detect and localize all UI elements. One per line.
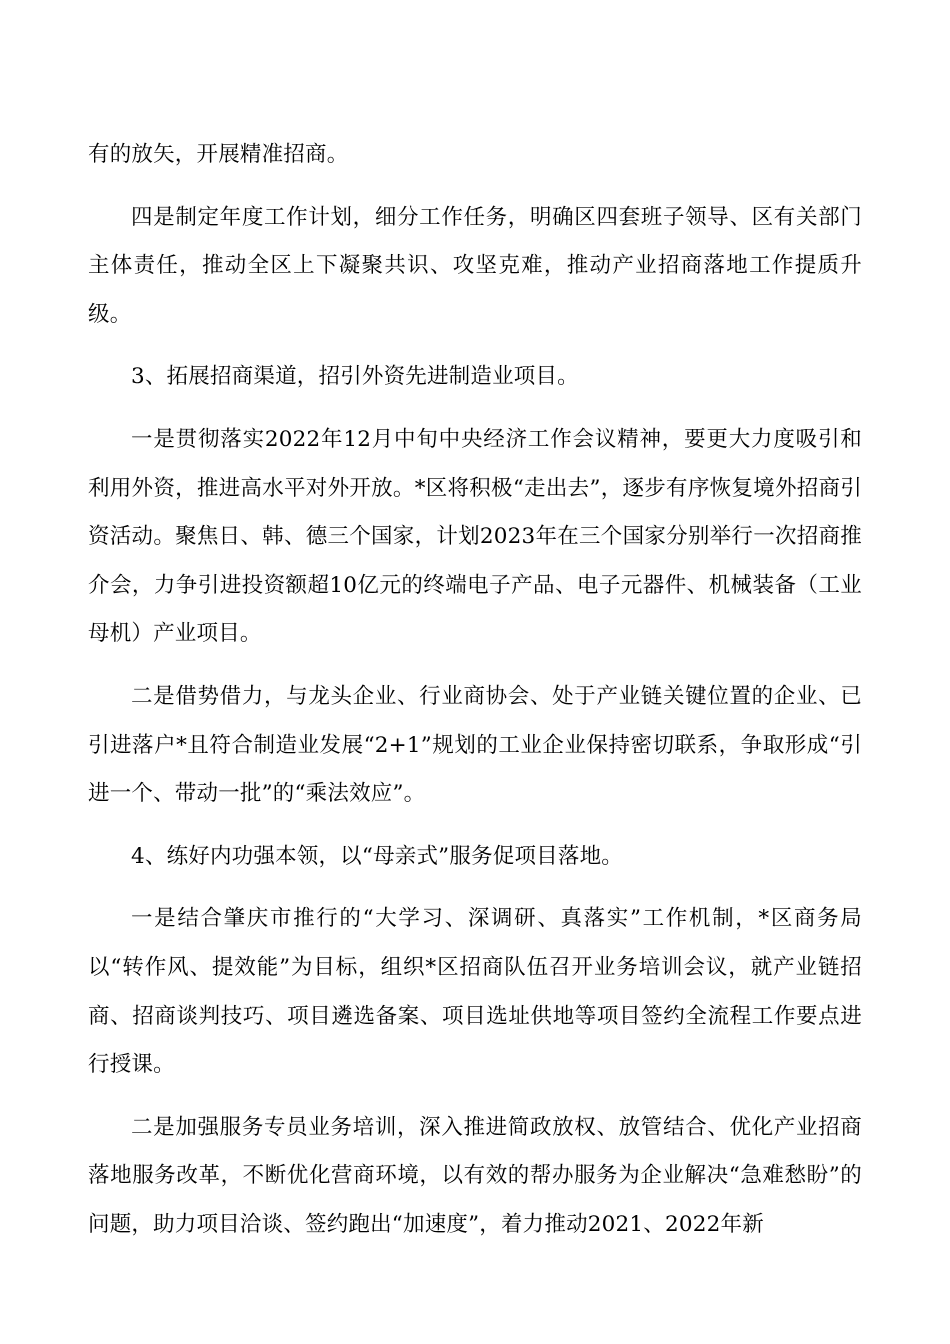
paragraph-foreign-investment: 一是贯彻落实2022年12月中旬中央经济工作会议精神，要更大力度吸引和利用外资，推进高水平对外开放。*区将积极“走出去”，逐步有序恢复境外招商引资活动。聚焦日、韩、德三个国家，计划2023年在三个国家分别举行一次招商推介会，力争引进投资额超10亿元的终端电子产品、电子元器件、机械装备（工业母机）产业项目。: [88, 426, 862, 647]
document-body: [88, 131, 862, 1249]
paragraph-leverage: 二是借势借力，与龙头企业、行业商协会、处于产业链关键位置的企业、已引进落户*且符合制造业发展“2+1”规划的工业企业保持密切联系，争取形成“引进一个、带动一批”的“乘法效应”。: [88, 683, 862, 807]
paragraph-continuation: 有的放矢，开展精准招商。: [88, 142, 349, 167]
paragraph-training: 一是结合肇庆市推行的“大学习、深调研、真落实”工作机制，*区商务局以“转作风、提效能”为目标，组织*区招商队伍召开业务培训会议，就产业链招商、招商谈判技巧、项目遴选备案、项目选址供地等项目签约全流程工作要点进行授课。: [88, 906, 862, 1078]
paragraph-annual-plan: 四是制定年度工作计划，细分工作任务，明确区四套班子领导、区有关部门主体责任，推动全区上下凝聚共识、攻坚克难，推动产业招商落地工作提质升级。: [88, 204, 862, 327]
paragraph-service-reform: 二是加强服务专员业务培训，深入推进简政放权、放管结合、优化产业招商落地服务改革，不断优化营商环境，以有效的帮办服务为企业解决“急难愁盼”的问题，助力项目洽谈、签约跑出“加速度”，着力推动2021、2022年新: [88, 1114, 862, 1237]
section-heading-4: 4、练好内功强本领，以“母亲式”服务促项目落地。: [131, 843, 623, 869]
section-heading-3: 3、拓展招商渠道，招引外资先进制造业项目。: [131, 364, 579, 390]
